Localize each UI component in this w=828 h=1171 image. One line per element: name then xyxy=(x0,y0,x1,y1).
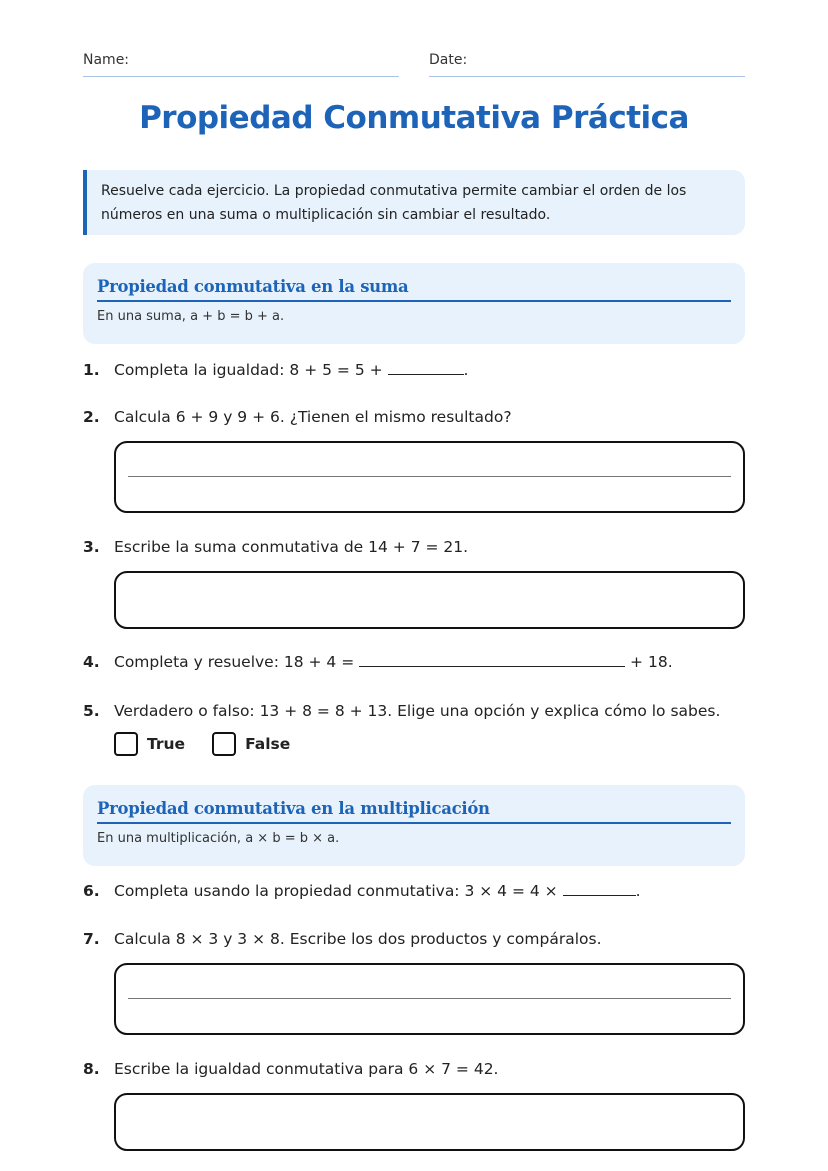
answer-line xyxy=(128,998,731,999)
page-title: Propiedad Conmutativa Práctica xyxy=(139,100,689,136)
question-number: 1. xyxy=(83,361,100,379)
true-false-options xyxy=(114,732,317,756)
option-false[interactable] xyxy=(212,732,290,756)
checkbox[interactable] xyxy=(212,732,236,756)
answer-box[interactable] xyxy=(114,571,745,629)
option-label: True xyxy=(147,735,186,753)
answer-box[interactable] xyxy=(114,441,745,513)
instructions-box xyxy=(83,170,745,235)
question-7 xyxy=(83,930,602,948)
question-1 xyxy=(83,361,468,379)
answer-box[interactable] xyxy=(114,1093,745,1151)
question-text: Completa la igualdad: 8 + 5 = 5 + xyxy=(114,361,388,379)
question-number: 2. xyxy=(83,408,100,426)
name-label: Name: xyxy=(83,52,130,68)
section-title: Propiedad conmutativa en la multiplicación xyxy=(97,799,731,824)
question-3 xyxy=(83,538,468,556)
answer-blank[interactable] xyxy=(359,653,625,667)
option-true[interactable] xyxy=(114,732,185,756)
question-text: Escribe la suma conmutativa de 14 + 7 = 21. xyxy=(114,538,469,556)
question-suffix: + 18. xyxy=(625,653,673,671)
section-subtitle: En una multiplicación, a × b = b × a. xyxy=(97,831,340,846)
question-5 xyxy=(83,702,720,720)
question-number: 7. xyxy=(83,930,100,948)
question-text: Calcula 6 + 9 y 9 + 6. ¿Tienen el mismo resultado? xyxy=(114,408,512,426)
checkbox[interactable] xyxy=(114,732,138,756)
question-number: 8. xyxy=(83,1060,100,1078)
question-text: Escribe la igualdad conmutativa para 6 × 7 = 42. xyxy=(114,1060,499,1078)
question-text: Calcula 8 × 3 y 3 × 8. Escribe los dos productos y compáralos. xyxy=(114,930,602,948)
question-text: Completa usando la propiedad conmutativa: 3 × 4 = 4 × xyxy=(114,882,563,900)
section-title: Propiedad conmutativa en la suma xyxy=(97,277,731,302)
question-number: 3. xyxy=(83,538,100,556)
question-text: Verdadero o falso: 13 + 8 = 8 + 13. Elige una opción y explica cómo lo sabes. xyxy=(114,702,721,720)
answer-line xyxy=(128,476,731,477)
question-4 xyxy=(83,653,673,671)
section-multiplication xyxy=(83,785,745,866)
question-number: 6. xyxy=(83,882,100,900)
name-field[interactable] xyxy=(83,52,399,77)
question-6 xyxy=(83,882,641,900)
answer-blank[interactable] xyxy=(388,361,464,375)
section-subtitle: En una suma, a + b = b + a. xyxy=(97,309,285,324)
question-number: 4. xyxy=(83,653,100,671)
answer-box[interactable] xyxy=(114,963,745,1035)
question-2 xyxy=(83,408,512,426)
answer-blank[interactable] xyxy=(563,882,636,896)
question-number: 5. xyxy=(83,702,100,720)
option-label: False xyxy=(245,735,291,753)
question-suffix: . xyxy=(463,361,469,379)
question-text: Completa y resuelve: 18 + 4 = xyxy=(114,653,360,671)
instructions-text: Resuelve cada ejercicio. La propiedad conmutativa permite cambiar el orden de los números en una suma o multiplicación sin cambiar el resultado. xyxy=(101,183,687,223)
question-suffix: . xyxy=(635,882,641,900)
date-field[interactable] xyxy=(429,52,745,77)
question-8 xyxy=(83,1060,498,1078)
section-addition xyxy=(83,263,745,344)
date-label: Date: xyxy=(429,52,468,68)
